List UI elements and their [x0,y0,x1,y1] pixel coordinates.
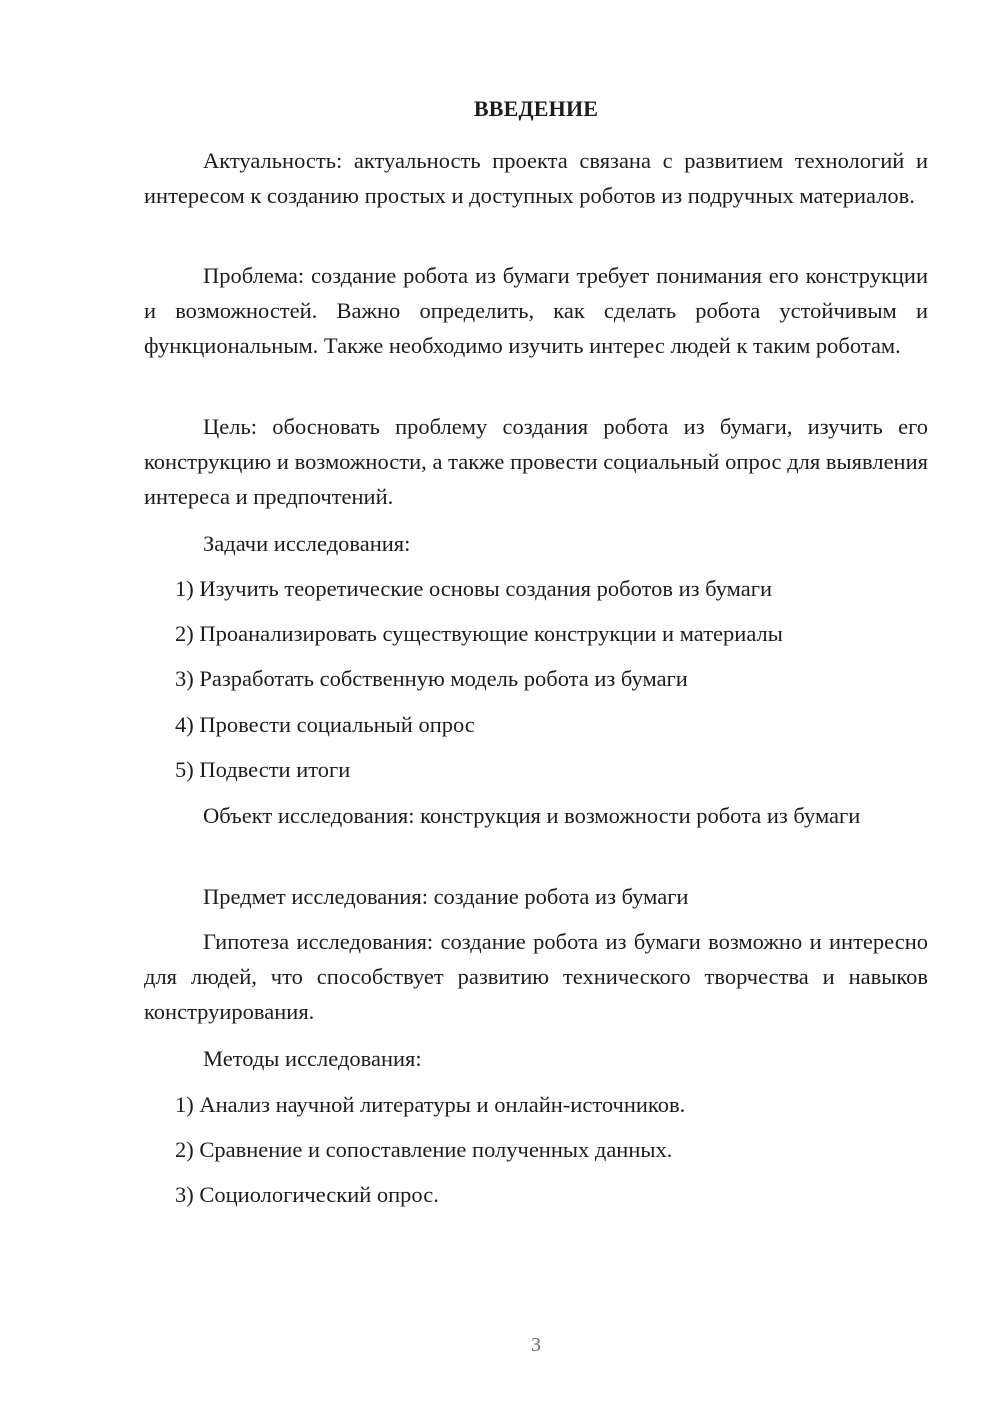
paragraph-subject: Предмет исследования: создание робота из бумаги [203,884,689,909]
task-item-2: 2) Проанализировать существующие конструкции и материалы [175,621,783,646]
paragraph-relevance: Актуальность: актуальность проекта связана с развитием технологий и интересом к созданию простых и доступных роботов из подручных материалов. [144,148,928,208]
task-item-1: 1) Изучить теоретические основы создания роботов из бумаги [175,576,773,601]
methods-heading: Методы исследования: [203,1046,422,1071]
method-item-1: 1) Анализ научной литературы и онлайн-источников. [175,1092,686,1117]
paragraph-goal: Цель: обосновать проблему создания робота из бумаги, изучить его конструкцию и возможности, а также провести социальный опрос для выявления интереса и предпочтений. [144,414,928,509]
tasks-heading: Задачи исследования: [203,531,411,556]
paragraph-problem: Проблема: создание робота из бумаги требует понимания его конструкции и возможностей. Важно определить, как сделать робота устойчивым и функциональным. Также необходимо изучить интерес людей к таким роботам. [144,263,928,358]
task-item-4: 4) Провести социальный опрос [175,712,475,737]
task-item-5: 5) Подвести итоги [175,757,351,782]
page-number: 3 [531,1334,541,1356]
paragraph-hypothesis: Гипотеза исследования: создание робота из бумаги возможно и интересно для людей, что способствует развитию технического творчества и навыков конструирования. [144,929,928,1024]
task-item-3: 3) Разработать собственную модель робота из бумаги [175,666,688,691]
method-item-2: 2) Сравнение и сопоставление полученных данных. [175,1137,673,1162]
method-item-3: 3) Социологический опрос. [175,1182,439,1207]
paragraph-object: Объект исследования: конструкция и возможности робота из бумаги [203,803,861,828]
page-title: ВВЕДЕНИЕ [473,96,599,121]
